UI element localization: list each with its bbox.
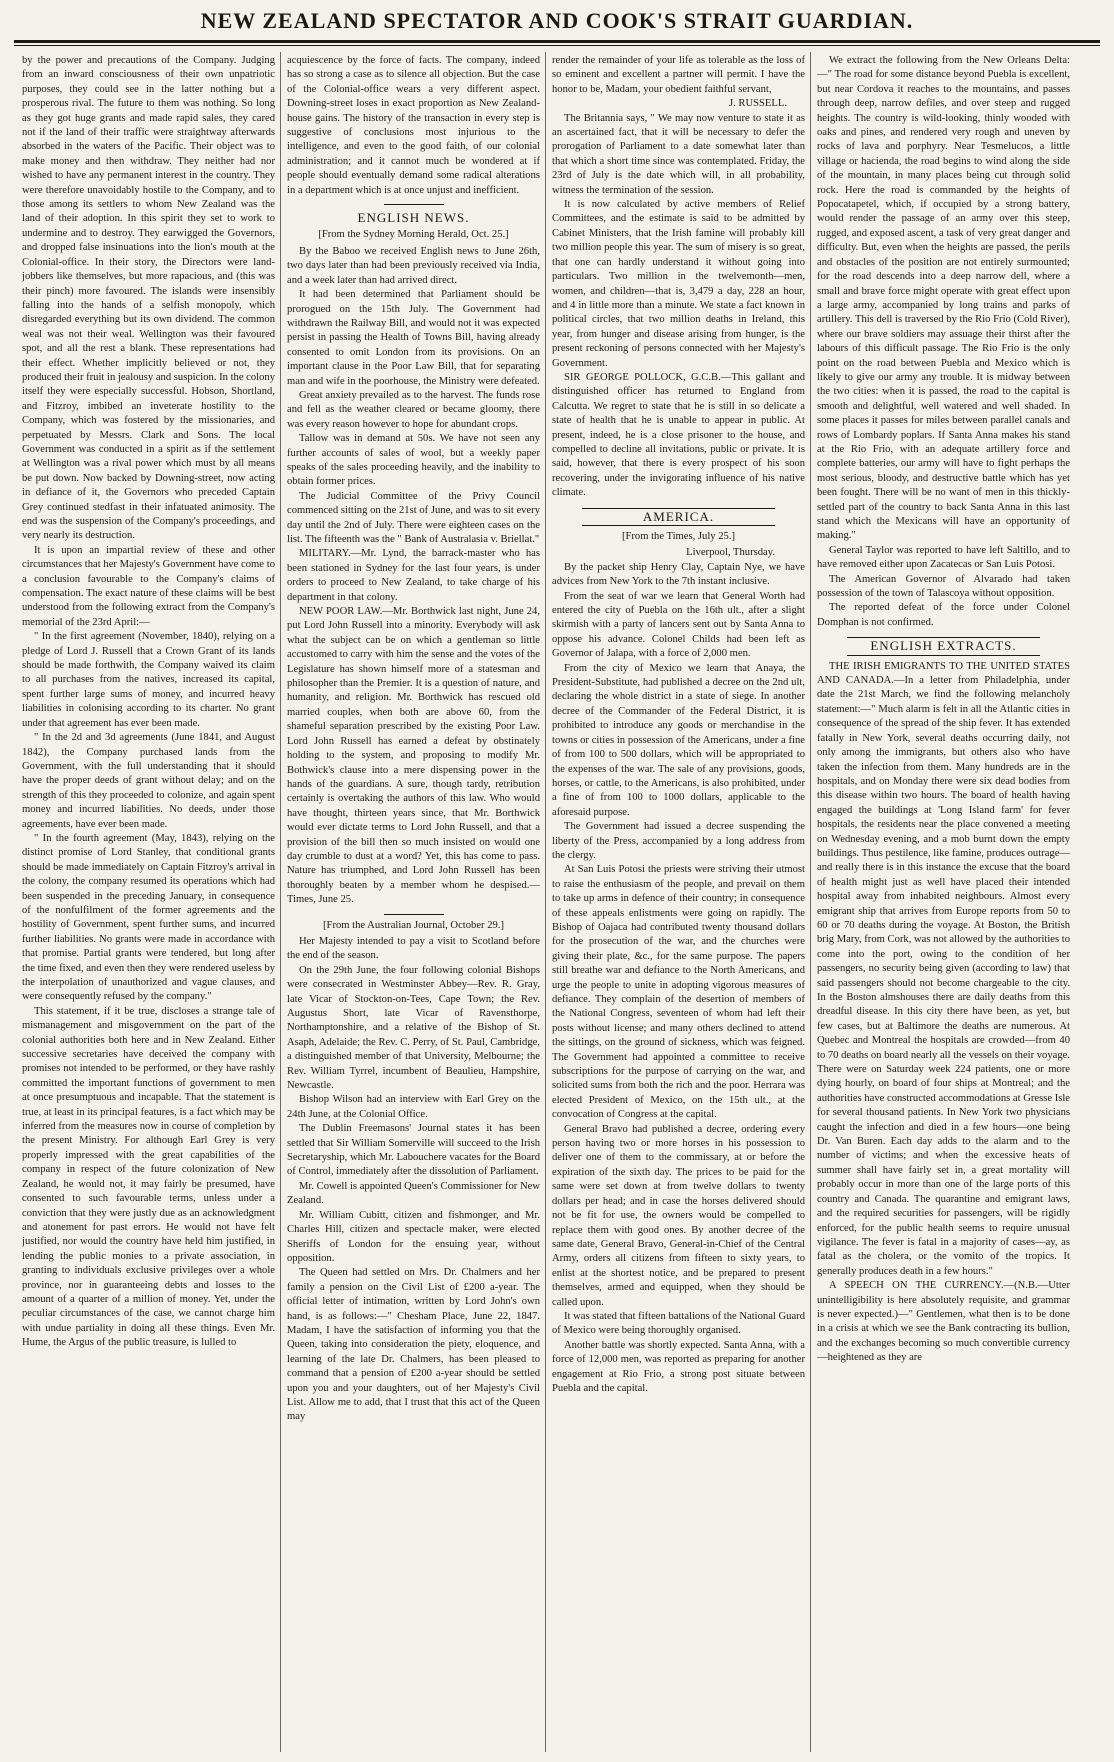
quoted-paragraph: " In the 2d and 3d agreements (June 1841, and August 1842), the Company purchased lands from the Government, with the full understanding that it should have the proper deeds of grant without delay; and on the strength of this they proceeded to colonize, and again spent money and incurred liabilities. No deeds, under those agreements, have ever been made.: [22, 732, 275, 830]
column-3: [552, 54, 805, 1754]
paragraph: by the power and precautions of the Company. Judging from an inward consciousness of their own unpatriotic purposes, they could see in the latter nothing but a prosperous rival. The future to them was nothing. So long as they got huge grants and made rapid sales, they cared not if the land of their traffic were straightway afterwards absorbed in the waters of the Pacific. Their object was to make money and then withdraw. They neither had nor wished to have any permanent interest in the country. They were therefore unavoidably hostile to the Company, and to those among its settlers to whom New Zealand was the land of their adoption. In this spirit they set to work to undermine and to destroy. They earwigged the Governors, and dropped false insinuations into the lion's mouth at the Colonial-office. In their story, the Directors were land-jobbers like themselves, but more rapacious, and (this was their pinch) more favoured. The islands were insensibly falling into the hands of a selfish monopoly, which disregarded everything but its own dividend. The common weal was not their weal. Wellington was their favoured spot, and all the rest a blank. These representations had their effect. Whether implicitly believed or not, they produced their fruit in jealousy and suspicion. In the colony itself they were especially successful. Hobson, Shortland, and Fitzroy, imbibed an inveterate hostility to the Company, which was fostered by the missionaries, and perpetuated by Messrs. Clark and Sons. The local Government was conducted in a spirit as if the settlement at Wellington was a rival power which must by all means be put down. Now backed by Downing-street, now acting in defiance of it, the Governors who preceded Captain Grey continued stedfast in their infatuated animosity. The end was the suspension of the Company's proceedings, and very nearly its destruction.: [22, 55, 275, 542]
paragraph: It had been determined that Parliament should be prorogued on the 15th July. The Government had withdrawn the Railway Bill, and would not it was expected persist in passing the Health of Towns Bill, having already consented to omit London from its provisions. On an important clause in the Poor Law Bill, that for separating man and wife in the poorhouse, the Ministry were defeated.: [287, 289, 540, 387]
paragraph: Great anxiety prevailed as to the harvest. The funds rose and fell as the weather cleared or became gloomy, there was every reason however to hope for abundant crops.: [287, 389, 540, 430]
section-rule: [384, 914, 444, 915]
paragraph: At San Luis Potosi the priests were striving their utmost to raise the enthusiasm of the people, and prevail on them to take up arms in defence of their country; in consequence of these appeals enlistments were going on rapidly. The Bishop of Oajaca had contributed twenty thousand dollars for the prosecution of the war, and the churches were giving their plate, &c., for the same purpose. The papers still breathe war and defiance to the North Americans, and urge the people to unite in adopting vigorous measures of defiance. They complain of the desertion of members of the National Congress, seventeen of whom had left their posts without license; and many others declined to attend the sittings, on the ground of sickness, which was feigned. The Government had appointed a committee to receive subscriptions for the purpose of carrying on the war, and solicited sums from both the rich and the poor. Herrara was elected President of Mexico, on the 15th ult., at the convocation of Congress at the capital.: [552, 864, 805, 1121]
paragraph: MILITARY.—Mr. Lynd, the barrack-master who has been stationed in Sydney for the last four years, is under orders to proceed to New Zealand, to take charge of his department in that colony.: [287, 548, 540, 603]
paragraph: It is now calculated by active members of Relief Committees, and the estimate is said to be admitted by Cabinet Ministers, that the Irish famine will probably kill two million people this year. The sum of misery is so great, that one can hardly understand it without going into particulars. Two million in the twelvemonth—men, women, and children—that is, 3,479 a day, 228 an hour, and 4 in little more than a minute. We state a fact known in political circles, that two million deaths in Ireland, this year, from hunger and disease arising from hunger, is the present reckoning of persons connected with her Majesty's Government.: [552, 199, 805, 369]
section-heading-america: AMERICA.: [582, 508, 775, 526]
paragraph: The Judicial Committee of the Privy Council commenced sitting on the 21st of June, and was to sit every day until the 2nd of July. There were eighteen cases on the list. The fifteenth was the " Bank of Australasia v. Briellat.": [287, 490, 540, 545]
column-divider: [810, 52, 811, 1752]
paragraph: SIR GEORGE POLLOCK, G.C.B.—This gallant and distinguished officer has returned to England from Calcutta. We regret to state that he is still in so delicate a state of health that he is unable to appear in public. At present, indeed, he is a close prisoner to the house, and compelled to decline all invitations, public or private. It is said, however, that there is every prospect of his soon recovering, under the invigorating influence of his native climate.: [552, 371, 805, 499]
masthead-rule-thin: [14, 45, 1100, 46]
quoted-paragraph: " In the fourth agreement (May, 1843), relying on the distinct promise of Lord Stanley, that conditional grants should be made immediately on Captain Fitzroy's arrival in the colony, the company resumed its operations which had been suspended in the preceding January, in consequence of the nonfulfilment of the former agreements and the hostility of Government, spent further sums, and incurred further liabilities. No grants were made in accordance with that promise. Partial grants were tendered, but long after the time fixed, and even then they were rendered useless by the interpolation of unauthorized and vague clauses, and were consequently refused by the company.": [22, 832, 275, 1003]
paragraph: We extract the following from the New Orleans Delta:—" The road for some distance beyond Puebla is excellent, but near Cordova it reaches to the mountains, and passes through deep, narrow defiles, and over steep and rugged heights. The country is wild-looking, thinly wooded with oaks and pines, and rendered very rough and uneven by rocks of lava and porphyry. Near Tesmelucos, a little village or hacienda, the road begins to wind along the side of the mountain, in many places being cut through solid rock. Here the road is commanded by the heights of Popocatapetel, which, if occupied by a strong battery, would render the passage of an army over this steep, rugged, and exposed ascent, a task of very great danger and difficulty. But, even when the heights are passed, the perils and obstacles of the position are not entirely surmounted; for the road descends into a deep narrow dell, where a small and brave force might operate with great effect upon a large army, accompanied by long trains and parks of artillery. This dell is traversed by the Rio Frio (Cold River), where our brave soldiers may assuage their thirst after the labours of this difficult passage. The Rio Frio is the only point on the road between Puebla and Mexico which is likely to give our army any trouble. It is midway between the two cities: when it is passed, the road to the capital is smooth and delightful, well watered and well shaded. In some places it passes for miles between parallel canals and rows of Lombardy poplars. If Santa Anna makes his stand at the Rio Frio, with an adequate artillery force and complete batteries, our army will have to fight perhaps the most serious, bloody, and destructive battle which has yet been fought. There will be no want of men in this thickly-settled part of the country to back Santa Anna in this last stand which the Mexicans will have an opportunity of making.": [817, 55, 1070, 542]
paragraph: acquiescence by the force of facts. The company, indeed has so strong a case as to silence all objection. But the case of the Colonial-office wears a very different aspect. Downing-street loses in exact proportion as New Zealand-house gains. The history of the transaction in every step is suggestive of conclusions most injurious to the intelligence, and even to the good faith, of our colonial administration; and it cannot much be wondered at if people should eventually demand some radical alterations in a department which is at once unjust and inefficient.: [287, 55, 540, 196]
masthead-title: NEW ZEALAND SPECTATOR AND COOK'S STRAIT GUARDIAN.: [200, 8, 914, 33]
paragraph: Another battle was shortly expected. Santa Anna, with a force of 12,000 men, was reported as preparing for another engagement at Rio Frio, a strong post situate between Puebla and the capital.: [552, 1339, 805, 1394]
column-divider: [545, 52, 546, 1752]
section-heading-english-news: ENGLISH NEWS.: [357, 210, 470, 226]
paragraph: The Dublin Freemasons' Journal states it has been settled that Sir William Somerville will succeed to the Irish Secretaryship, which Mr. Labouchere vacates for the Board of Control, immediately after the dissolution of Parliament.: [287, 1123, 540, 1178]
paragraph: By the Baboo we received English news to June 26th, two days later than had been previously received via India, and a week later than had arrived direct.: [287, 245, 540, 286]
source-line: [From the Sydney Morning Herald, Oct. 25.]: [318, 229, 509, 241]
masthead-rule: [14, 40, 1100, 43]
paragraph: It was stated that fifteen battalions of the National Guard of Mexico were being thoroughly organised.: [552, 1310, 805, 1337]
source-line: [From the Australian Journal, October 29.]: [323, 919, 504, 931]
paragraph: The Government had issued a decree suspending the liberty of the Press, accompanied by a long address from the clergy.: [552, 821, 805, 861]
paragraph: Mr. Cowell is appointed Queen's Commissioner for New Zealand.: [287, 1180, 540, 1207]
paragraph: The American Governor of Alvarado had taken possession of the town of Talascoya without opposition.: [817, 573, 1070, 600]
column-2: [287, 54, 540, 1754]
column-1: [22, 54, 275, 1754]
paragraph: The Queen had settled on Mrs. Dr. Chalmers and her family a pension on the Civil List of £200 a-year. The official letter of intimation, written by Lord John's own hand, is as follows:—" Chesham Place, June 22, 1847. Madam, I have the satisfaction of informing you that the Queen, taking into consideration the piety, eloquence, and learning of the late Dr. Chalmers, has been pleased to command that a pension of £200 a-year should be settled upon you and your daughters, out of her Majesty's Civil List. Allow me to add, that I trust that this act of the Queen may: [287, 1267, 540, 1423]
section-rule: [384, 204, 444, 205]
paragraph: A SPEECH ON THE CURRENCY.—(N.B.—Utter unintelligibility is here absolutely requisite, and grammar is never expected.)—" Gentlemen, what then is to be done in a crisis at which we see the Bank contracting its bullion, and the exchanges becoming so much convertible currency—heightened as they are: [817, 1280, 1070, 1364]
paragraph: Her Majesty intended to pay a visit to Scotland before the end of the season.: [287, 935, 540, 962]
column-divider: [280, 52, 281, 1752]
section-heading-english-extracts: ENGLISH EXTRACTS.: [847, 637, 1040, 655]
signature: J. RUSSELL.: [729, 98, 787, 110]
paragraph: From the seat of war we learn that General Worth had entered the city of Puebla on the 16th ult., after a slight skirmish with a party of lancers sent out by Santa Anna to oppose his advance. Colonel Childs had been left as Governor of Jalapa, with a force of 2,000 men.: [552, 590, 805, 660]
paragraph: Mr. William Cubitt, citizen and fishmonger, and Mr. Charles Hill, citizen and spectacle maker, were elected Sheriffs of London for the ensuing year, without opposition.: [287, 1209, 540, 1264]
paragraph: It is upon an impartial review of these and other circumstances that her Majesty's Government have come to a conclusion favourable to the Company's claims of compensation. The exact nature of these claims will be best understood from the following extract from the Company's memorial of the 23rd April:—: [22, 544, 275, 628]
paragraph: NEW POOR LAW.—Mr. Borthwick last night, June 24, put Lord John Russell into a minority. Everybody will ask what the subject can be on which a gentleman so little accustomed to carry with him the sense and the votes of the Legislature has shown himself more of a statesman and philosopher than the Premier. It is a question of nature, and humanity, and religion. Mr. Borthwick has rescued old married couples, when both are above 60, from the shameful separation prescribed by the existing Poor Law. Lord John Russell has earned a defeat by obstinately holding to the system, and proposing to modify Mr. Bothwick's clause into a mere dispensing power in the hands of the guardians. A sure, though tardy, retribution certainly is overtaking the authors of this law. Who would have thought, thirteen years since, that Mr. Borthwick would ever dictate terms to Lord John Russell, and that a provision of the bill then so much insisted on would one day crumble to dust at a word? Yet, this has come to pass. Nature has triumphed, and Lord John Russell has been thoroughly beaten by a member whom he despised.—Times, June 25.: [287, 606, 540, 906]
paragraph: THE IRISH EMIGRANTS TO THE UNITED STATES AND CANADA.—In a letter from Philadelphia, under date the 21st March, we find the following melancholy statement:—" Much alarm is felt in all the Atlantic cities in consequence of the spread of the ship fever. It has extended fatally in New York, several deaths occurring daily, not only among the immigrants, but others also who have taken the infection from them. Many hundreds are in the hospitals, and on Monday there were six dead bodies from this disease within two hours. The board of health having engaged the buildings at 'Long Island farm' for fever hospitals, the residents near the place convened a meeting on Wednesday evening, and a mob burnt down the empty buildings. Thus pestilence, like famine, produces outrage—and really there is in this instance the excuse that the board of health might just as well have placed their intended hospital away from inhabited neighbours. Almost every emigrant ship that arrives from Europe reports from 50 to 60 or 70 deaths during the voyage. At Boston, the British brig Mary, from Cork, was not allowed by the authorities to come into the port, owing to the condition of her passengers, no security being given (according to law) that said passengers should not become chargeable to the city. In the Boston almshouses there are daily deaths from this dreadful disease. In this city there have been, as yet, but few cases, but at Baltimore the deaths are numerous. At Quebec and Montreal the hospitals are crowded—from 40 to 70 deaths on board nearly all the vessels on their voyage. There were on Saturday week 224 patients, one or more dying hourly, on board of four ships at Montreal; and the authorities have constructed accommodations at Gresse Isle for several thousand patients. In New York two physicians caught the infection and died in a few hours—one being Dr. Van Buren. Each day adds to the alarm and to the number of victims; and when the excessive heats of summer shall have fairly set in, a great mortality will probably occur in more than one of the large ports of this country and Canada. The quarantine and emigrant laws, and the required securities for passengers, will be rigidly enforced, for the public health seems to require unusual vigilance. The fever is fatal in a majority of cases—ay, as fatal as the cholera, or the vomito of the tropics. It generally produces death in a few hours.": [817, 660, 1070, 1277]
source-line: [From the Times, July 25.]: [621, 531, 735, 542]
dateline: Liverpool, Thursday.: [686, 547, 775, 559]
paragraph: Bishop Wilson had an interview with Earl Grey on the 24th June, at the Colonial Office.: [287, 1094, 540, 1120]
paragraph: This statement, if it be true, discloses a strange tale of mismanagement and misgovernment on the part of the colonial authorities both here and in New Zealand. Either successive secretaries have deceived the company with promises not intended to be performed, or they have rashly committed the important functions of government to men at once presumptuous and incapable. That the statement is true, at least in its principal features, is a fact which may be inferred from the measures now in course of completion by the present Ministry. For although Earl Grey is very properly impressed with the great capabilities of the company in respect of the future colonization of New Zealand, he would not, it may fairly be presumed, have consented to such favourable terms, unless under a conviction that they were justly due as an acknowledgment and atonement for past errors. He would not have felt justified, nor would the country have held him justified, in lending the public monies to a private association, in granting to individuals exclusive privileges over a whole province, nor in guaranteeing debts and losses to the amount of a quarter of a million of money. Yet, under the peculiar circumstances of the case, we cannot charge him with undue partiality in doing all these things. Even Mr. Hume, the Argus of the public treasure, is lulled to: [22, 1005, 275, 1349]
paragraph: By the packet ship Henry Clay, Captain Nye, we have advices from New York to the 7th instant inclusive.: [552, 561, 805, 588]
column-4: [817, 54, 1070, 1754]
paragraph: The Britannia says, " We may now venture to state it as an ascertained fact, that it will be necessary to defer the prorogation of Parliament to a date somewhat later than that which a short time since was contemplated. Friday, the 23rd of July is the date which will, in all probability, witness the termination of the session.: [552, 112, 805, 196]
paragraph: The reported defeat of the force under Colonel Domphan is not confirmed.: [817, 602, 1070, 628]
quoted-paragraph: " In the first agreement (November, 1840), relying on a pledge of Lord J. Russell that a Crown Grant of its lands should be made forthwith, the Company waived its claim to all purchases from the natives, increased its capital, spent further large sums of money, and incurred heavy liabilities in colonising according to its charter. No grant under that agreement has ever been made.: [22, 631, 275, 729]
paragraph: General Bravo had published a decree, ordering every person having two or more horses in his possession to deliver one of them to the commissary, at or before the expiration of the sixth day. The prices to be paid for the same were set down at from twelve dollars to twenty dollars per head; and in case the horses delivered should not be fit for use, the owners would be compelled to replace them with good ones. By another decree of the same date, General Bravo, General-in-Chief of the Central Army, orders all citizens from fifteen to sixty years, to enlist at the shortest notice, and be prepared to present themselves, armed and equipped, when they should be called upon.: [552, 1123, 805, 1308]
paragraph: From the city of Mexico we learn that Anaya, the President-Substitute, had published a decree on the 2nd ult, declaring the whole district in a state of siege. In another decree of the Commander of the Federal District, it is prohibited to introduce any goods or merchandise in the towns or cities in possession of the Americans, under a fine of from 100 to 500 dollars, which will be appropriated to the expenses of the war. The sale of any provisions, goods, horses, or cattle, to the Americans, is also prohibited, under a fine of from 100 to 1000 dollars, applicable to the aforesaid purpose.: [552, 662, 805, 818]
paragraph: Tallow was in demand at 50s. We have not seen any further accounts of sales of wool, but a weekly paper speaks of the sales proceeding heavily, and the inability to obtain former prices.: [287, 433, 540, 488]
paragraph: General Taylor was reported to have left Saltillo, and to have removed either upon Zacatecas or San Luis Potosi.: [817, 544, 1070, 571]
paragraph: render the remainder of your life as tolerable as the loss of so eminent and excellent a partner will permit. I have the honor to be, Madam, your obedient faithful servant,: [552, 55, 805, 95]
paragraph: On the 29th June, the four following colonial Bishops were consecrated in Westminster Abbey—Rev. R. Gray, late Vicar of Stockton-on-Tees, Cape Town; the Rev. Augustus Short, late Vicar of Ravensthorpe, Northamptonshire, and a relative of the Bishop of St. Asaph, Adelaide; the Rev. C. Perry, of St. Paul, Cambridge, a distinguished member of that University, Melbourne; the Rev. William Tyrrel, incumbent of Beaulieu, Hampshire, Newcastle.: [287, 964, 540, 1092]
